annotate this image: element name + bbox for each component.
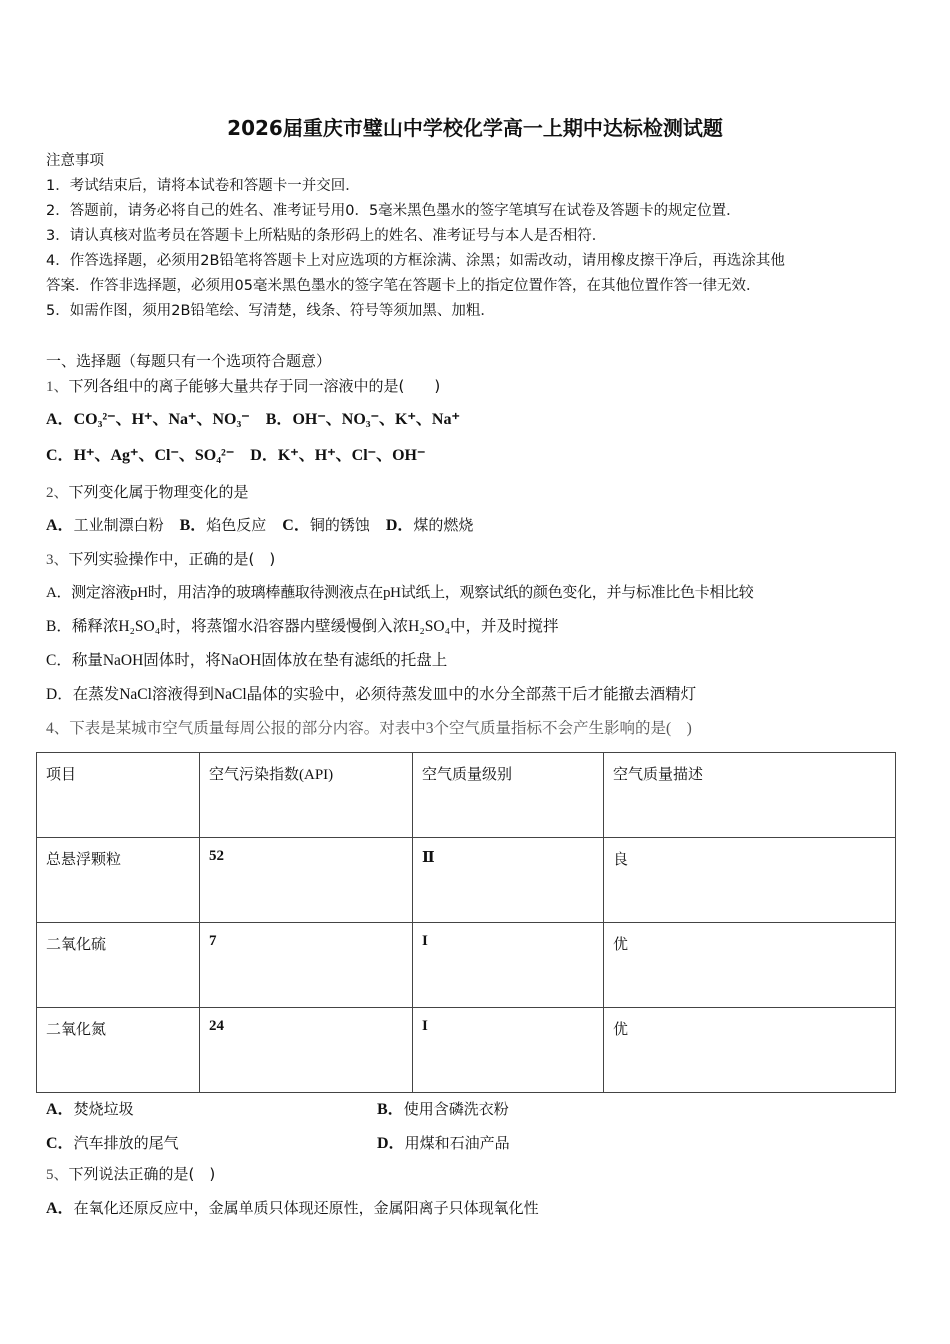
page-title: 2026届重庆市璧山中学校化学高一上期中达标检测试题	[227, 116, 723, 140]
table-cell: 二氧化硫	[37, 923, 200, 1008]
option-b[interactable]: 焰色反应	[206, 516, 267, 534]
question-number: 2、	[46, 485, 69, 501]
option-a: 焚烧垃圾	[73, 1100, 134, 1118]
option-d: 用煤和石油产品	[404, 1134, 510, 1152]
option-label-d: D．	[250, 447, 278, 464]
question-number: 5、	[46, 1167, 69, 1183]
notice-item-4-cont: 答案．作答非选择题，必须用05毫米黑色墨水的签字笔在答题卡上的指定位置作答，在其他位置作答一律无效．	[46, 278, 761, 294]
table-row	[37, 838, 896, 923]
option-a[interactable]: CO₃²⁻、H⁺、Na⁺、NO₃⁻	[73, 411, 250, 428]
question-number: 3、	[46, 552, 69, 568]
option-label-a: A．	[46, 1101, 74, 1118]
question-4-options-ab	[46, 1096, 906, 1119]
table-cell: 二氧化氮	[37, 1008, 200, 1093]
table-header-cell: 空气质量描述	[604, 753, 896, 838]
question-4-options-cd	[46, 1130, 906, 1153]
option-label-c: C．	[46, 1135, 74, 1152]
option-label-d: D．	[385, 517, 414, 534]
option-label-a: A．	[46, 1200, 74, 1217]
question-5-option-a[interactable]	[46, 1198, 539, 1219]
question-3-option-c[interactable]: C．称量NaOH固体时，将NaOH固体放在垫有滤纸的托盘上	[46, 652, 448, 669]
question-5	[46, 1164, 215, 1185]
table-cell: Ⅱ	[413, 838, 604, 923]
question-stem: 下列说法正确的是( )	[68, 1165, 216, 1183]
option-label-a: A．	[46, 517, 74, 534]
table-header-cell: 空气污染指数(API)	[200, 753, 413, 838]
option-c[interactable]: 铜的锈蚀	[309, 516, 370, 534]
table-cell: 24	[200, 1008, 413, 1093]
option-label-b: B．	[179, 517, 207, 534]
option-label-c: C．	[46, 447, 74, 464]
question-1-options-ab	[46, 410, 460, 430]
option-b[interactable]: OH⁻、NO₃⁻、K⁺、Na⁺	[292, 411, 460, 428]
table-cell: I	[413, 923, 604, 1008]
table-row	[37, 1008, 896, 1093]
question-1-options-cd	[46, 446, 425, 466]
notice-item-3: 3．请认真核对监考员在答题卡上所粘贴的条形码上的姓名、准考证号与本人是否相符．	[46, 228, 607, 244]
air-quality-table	[36, 752, 896, 1093]
option-a-wrap[interactable]	[46, 1100, 134, 1118]
option-b-wrap[interactable]	[377, 1096, 509, 1119]
table-cell: 优	[604, 1008, 896, 1093]
table-row	[37, 923, 896, 1008]
option-d[interactable]: 煤的燃烧	[413, 516, 474, 534]
question-4	[46, 719, 692, 739]
question-2-options	[46, 515, 473, 536]
question-3-option-d[interactable]: D．在蒸发NaCl溶液得到NaCl晶体的实验中，必须待蒸发皿中的水分全部蒸干后才能撤去酒精灯	[46, 686, 697, 703]
question-stem: 下列变化属于物理变化的是	[68, 483, 249, 501]
table-cell: 52	[200, 838, 413, 923]
section-heading: 一、选择题（每题只有一个选项符合题意）	[46, 352, 332, 370]
option-d[interactable]: K⁺、H⁺、Cl⁻、OH⁻	[277, 447, 426, 464]
table-header-cell: 项目	[37, 753, 200, 838]
table-cell: I	[413, 1008, 604, 1093]
question-number: 4、	[46, 720, 70, 737]
option-b: 使用含磷洗衣粉	[403, 1100, 509, 1118]
question-1	[46, 376, 440, 397]
notice-item-5: 5．如需作图，须用2B铅笔绘、写清楚，线条、符号等须加黑、加粗．	[46, 303, 495, 319]
table-cell: 7	[200, 923, 413, 1008]
option-label-a: A．	[46, 411, 74, 428]
table-cell: 良	[604, 838, 896, 923]
option-a: 在氧化还原反应中，金属单质只体现还原性，金属阳离子只体现氧化性	[73, 1199, 539, 1217]
notice-item-2: 2．答题前，请务必将自己的姓名、准考证号用0．5毫米黑色墨水的签字笔填写在试卷及答题卡的规定位置．	[46, 203, 741, 219]
table-cell: 优	[604, 923, 896, 1008]
option-c-wrap[interactable]	[46, 1134, 179, 1152]
table-cell: 总悬浮颗粒	[37, 838, 200, 923]
question-3	[46, 549, 275, 570]
question-stem: 下列实验操作中，正确的是( )	[68, 550, 276, 568]
option-label-d: D．	[377, 1135, 405, 1152]
option-label-b: B．	[377, 1101, 404, 1118]
question-stem: 下表是某城市空气质量每周公报的部分内容。对表中3个空气质量指标不会产生影响的是( )	[69, 720, 692, 737]
notice-heading: 注意事项	[46, 153, 104, 169]
question-number: 1、	[46, 379, 69, 395]
question-2	[46, 482, 249, 503]
option-a[interactable]: 工业制漂白粉	[73, 516, 164, 534]
option-c[interactable]: H⁺、Ag⁺、Cl⁻、SO₄²⁻	[73, 447, 235, 464]
table-header-cell: 空气质量级别	[413, 753, 604, 838]
table-header-row	[37, 753, 896, 838]
option-label-c: C．	[282, 517, 310, 534]
question-3-option-b[interactable]: B．稀释浓H₂SO₄时，将蒸馏水沿容器内壁缓慢倒入浓H₂SO₄中，并及时搅拌	[46, 618, 559, 635]
option-c: 汽车排放的尾气	[73, 1134, 179, 1152]
notice-item-1: 1．考试结束后，请将本试卷和答题卡一并交回．	[46, 178, 360, 194]
option-label-b: B．	[265, 411, 293, 428]
notice-item-4: 4．作答选择题，必须用2B铅笔将答题卡上对应选项的方框涂满、涂黑；如需改动，请用橡皮擦干净后，再选涂其他	[46, 253, 785, 269]
question-stem: 下列各组中的离子能够大量共存于同一溶液中的是( )	[68, 377, 441, 395]
option-d-wrap[interactable]	[377, 1130, 510, 1153]
question-3-option-a[interactable]: A．测定溶液pH时，用洁净的玻璃棒蘸取待测液点在pH试纸上，观察试纸的颜色变化，并与标准比色卡相比较	[46, 585, 754, 601]
